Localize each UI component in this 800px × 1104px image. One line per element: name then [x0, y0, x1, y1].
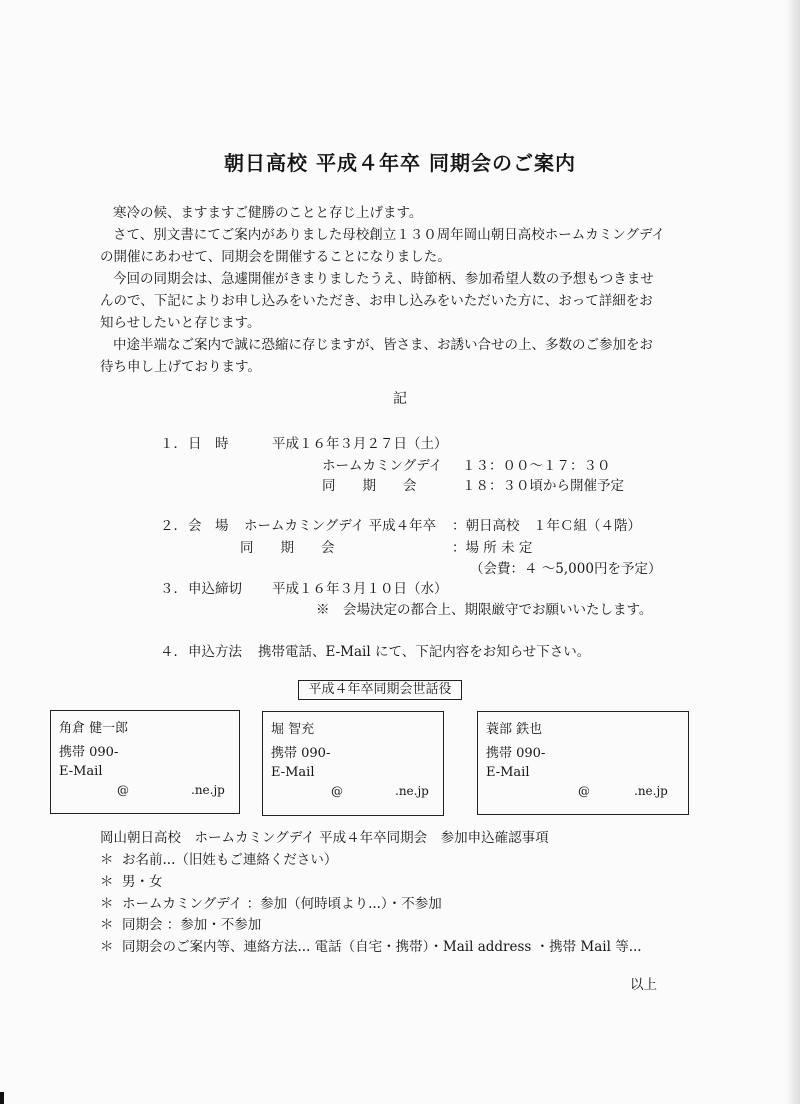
ki-heading: 記: [393, 391, 407, 407]
organizer-email-label: E-Mail: [59, 764, 103, 779]
document-title: 朝日高校 平成４年卒 同期会のご案内: [224, 151, 576, 175]
item-date-value: 平成１６年３月２７日（土）: [272, 436, 448, 452]
checklist-asterisk: ＊: [100, 939, 114, 955]
organizer-phone: 携帯 090-: [59, 745, 119, 760]
organizer-card: [262, 711, 444, 816]
checklist-title: 岡山朝日高校 ホームカミングデイ 平成４年卒同期会 参加申込確認事項: [100, 830, 549, 846]
organizer-email-domain: .ne.jp: [395, 784, 429, 798]
intro-paragraph-1: 寒冷の候、ますますご健勝のことと存じ上げます。: [113, 205, 423, 221]
item-venue-fee: （会費：４ ～5,000円を予定）: [470, 561, 662, 577]
closing-text: 以上: [630, 977, 657, 993]
item-method-label: 申込方法: [188, 644, 242, 660]
checklist-item: [100, 935, 642, 955]
organizer-email-label: E-Mail: [486, 765, 530, 780]
checklist-asterisk: ＊: [100, 852, 114, 868]
organizer-name: 蓑部 鉄也: [486, 722, 543, 737]
item-venue-reunion-label: 同 期 会: [240, 540, 335, 556]
checklist-item-text: 男・女: [122, 874, 163, 890]
organizer-card: [50, 710, 240, 814]
intro-paragraph-3: 今回の同期会は、急遽開催がきまりましたうえ、時節柄、参加希望人数の予想もつきませんので、下記によりお申し込みをいただき、お申し込みをいただいた方に、おって詳細をお知らせしたいと存じます。: [100, 271, 654, 331]
organizer-email-at: @: [117, 783, 129, 797]
checklist-item-text: お名前...（旧姓もご連絡ください）: [122, 852, 338, 868]
item-deadline-label: 申込締切: [188, 581, 242, 597]
intro-paragraph-4: 中途半端なご案内で誠に恐縮に存じますが、皆さま、お誘い合せの上、多数のご参加をお待ち申し上げております。: [100, 337, 653, 375]
item-method-number: ４．: [160, 644, 187, 660]
checklist-item-text: 同期会のご案内等、連絡方法... 電話（自宅・携帯）・Mail address ・携帯 Mail 等...: [122, 939, 642, 955]
organizer-email-domain: .ne.jp: [634, 784, 668, 798]
organizer-email-at: @: [331, 784, 343, 798]
scan-margin-mark: [0, 1092, 4, 1104]
checklist-item: [100, 870, 163, 890]
organizer-email-label: E-Mail: [271, 765, 315, 780]
intro-text: [100, 202, 665, 378]
checklist-asterisk: ＊: [100, 874, 114, 890]
item-date-reunion-time: １８：３０頃から開催予定: [462, 478, 624, 494]
checklist-item-text: 同期会 ：参加・不参加: [122, 917, 262, 933]
organizer-email-at: @: [578, 784, 590, 798]
item-date-homecoming-time: １３：００～１７：３０: [462, 458, 611, 474]
item-method-value: 携帯電話、E-Mail にて、下記内容をお知らせ下さい。: [258, 644, 591, 660]
checklist-asterisk: ＊: [100, 917, 114, 933]
item-venue-homecoming-place: ：朝日高校 １年Ｃ組（４階）: [452, 518, 641, 534]
item-date-homecoming-label: ホームカミングデイ: [322, 458, 443, 474]
checklist-item: [100, 913, 261, 933]
intro-paragraph-2: さて、別文書にてご案内がありました母校創立１３０周年岡山朝日高校ホームカミングデイの開催にあわせて、同期会を開催することになりました。: [100, 227, 666, 265]
checklist-item: [100, 848, 337, 868]
checklist-item-text: ホームカミングデイ ：参加（何時頃より...）・不参加: [122, 896, 442, 912]
item-deadline-number: ３．: [160, 581, 187, 597]
checklist-item: [100, 892, 442, 912]
organizers-heading: 平成４年卒同期会世話役: [298, 680, 462, 700]
item-venue-number: ２．: [160, 518, 187, 534]
item-venue-reunion-place: ：場 所 未 定: [452, 540, 533, 556]
organizer-phone: 携帯 090-: [271, 746, 331, 761]
item-date-label: 日 時: [188, 436, 229, 452]
organizer-name: 堀 智充: [271, 722, 315, 737]
organizer-phone: 携帯 090-: [486, 746, 546, 761]
item-venue-homecoming-label: ホームカミングデイ 平成４年卒: [244, 518, 437, 534]
item-deadline-note: ※ 会場決定の都合上、期限厳守でお願いいたします。: [316, 602, 653, 618]
organizer-email-domain: .ne.jp: [191, 783, 225, 797]
item-deadline-value: 平成１６年３月１０日（水）: [272, 581, 448, 597]
organizer-card: [477, 711, 689, 815]
organizer-name: 角倉 健一郎: [59, 721, 129, 736]
item-date-number: １．: [160, 436, 187, 452]
item-venue-label: 会 場: [188, 518, 229, 534]
item-date-reunion-label: 同 期 会: [322, 478, 417, 494]
checklist-asterisk: ＊: [100, 896, 114, 912]
